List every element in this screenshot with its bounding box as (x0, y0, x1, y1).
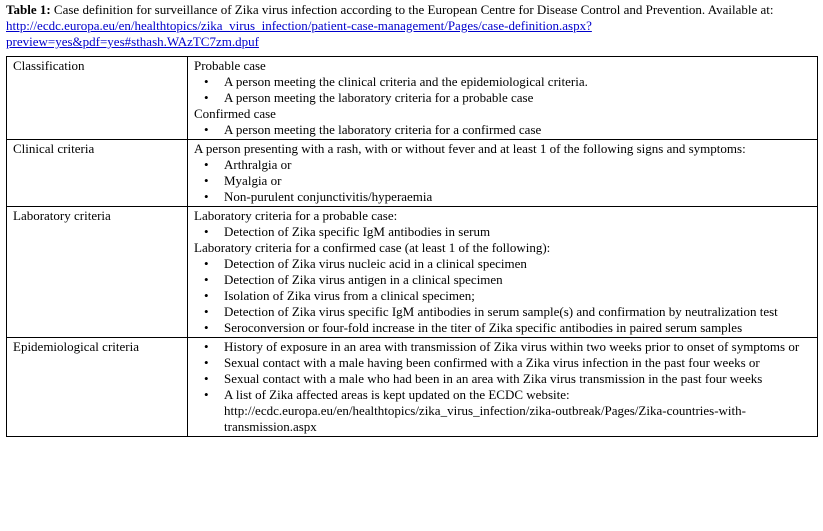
lab-probable-heading: Laboratory criteria for a probable case: (194, 208, 398, 223)
table-row-epidemiological (7, 338, 818, 437)
case-definition-table (6, 56, 818, 437)
list-item: • A person meeting the laboratory criteria for a confirmed case (194, 122, 811, 138)
list-item: • History of exposure in an area with transmission of Zika virus within two weeks prior to onset of symptoms or (194, 339, 811, 355)
row-label-classification: Classification (7, 57, 188, 140)
row-label-epidemiological: Epidemiological criteria (7, 338, 188, 437)
list-item: • A list of Zika affected areas is kept updated on the ECDC website: http://ecdc.europa.eu/en/healthtopics/zika_virus_infection/zika-outbreak/Pages/Zika-countries-with-transmission.aspx (194, 387, 811, 435)
confirmed-case-list (194, 122, 811, 138)
list-item: • Sexual contact with a male having been confirmed with a Zika virus infection in the past four weeks or (194, 355, 811, 371)
list-item: • Detection of Zika specific IgM antibodies in serum (194, 224, 811, 240)
lab-probable-list (194, 224, 811, 240)
caption-text: Case definition for surveillance of Zika virus infection according to the European Centre for Disease Control and Prevention. Available at: (50, 2, 774, 17)
list-item: • A person meeting the clinical criteria and the epidemiological criteria. (194, 74, 811, 90)
table-row-classification (7, 57, 818, 140)
confirmed-case-heading: Confirmed case (194, 106, 276, 121)
list-item: • Sexual contact with a male who had been in an area with Zika virus transmission in the past four weeks (194, 371, 811, 387)
list-item: • Arthralgia or (194, 157, 811, 173)
lab-confirmed-list (194, 256, 811, 336)
table-row-clinical (7, 140, 818, 207)
list-item: • A person meeting the laboratory criteria for a probable case (194, 90, 811, 106)
caption-label: Table 1: (6, 2, 51, 17)
probable-case-list (194, 74, 811, 106)
list-item: • Detection of Zika virus antigen in a clinical specimen (194, 272, 811, 288)
row-content-clinical (188, 140, 818, 207)
clinical-intro: A person presenting with a rash, with or without fever and at least 1 of the following signs and symptoms: (194, 141, 746, 156)
epidemiological-list (194, 339, 811, 435)
list-item: • Detection of Zika virus nucleic acid in a clinical specimen (194, 256, 811, 272)
probable-case-heading: Probable case (194, 58, 266, 73)
list-item: • Isolation of Zika virus from a clinical specimen; (194, 288, 811, 304)
clinical-list (194, 157, 811, 205)
list-item: • Detection of Zika virus specific IgM antibodies in serum sample(s) and confirmation by neutralization test (194, 304, 811, 320)
row-content-laboratory (188, 207, 818, 338)
row-content-classification (188, 57, 818, 140)
row-label-clinical: Clinical criteria (7, 140, 188, 207)
row-content-epidemiological (188, 338, 818, 437)
table-row-laboratory (7, 207, 818, 338)
caption-link[interactable]: http://ecdc.europa.eu/en/healthtopics/zika_virus_infection/patient-case-management/Pages/case-definition.aspx?preview=yes&pdf=yes#sthash.WAzTC7zm.dpuf (6, 18, 592, 49)
lab-confirmed-heading: Laboratory criteria for a confirmed case (at least 1 of the following): (194, 240, 551, 255)
list-item: • Seroconversion or four-fold increase in the titer of Zika specific antibodies in paired serum samples (194, 320, 811, 336)
row-label-laboratory: Laboratory criteria (7, 207, 188, 338)
list-item: • Non-purulent conjunctivitis/hyperaemia (194, 189, 811, 205)
table-caption (6, 2, 819, 50)
list-item: • Myalgia or (194, 173, 811, 189)
